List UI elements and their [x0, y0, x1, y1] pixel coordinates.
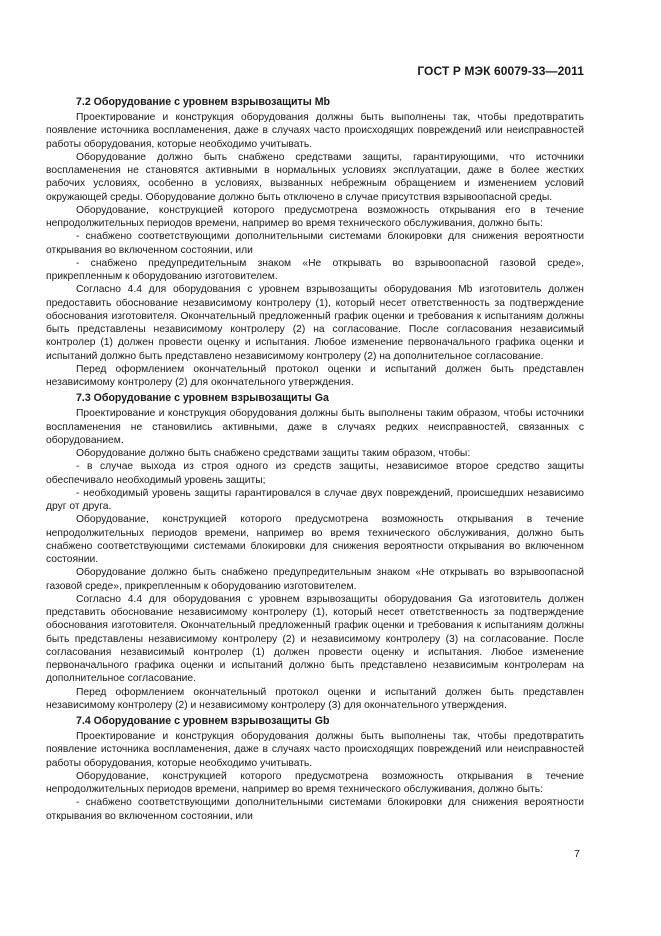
page-body	[46, 93, 584, 823]
document-standard-code: ГОСТ Р МЭК 60079-33—2011	[417, 64, 584, 78]
paragraph: Оборудование должно быть снабжено средствами защиты таким образом, чтобы:	[76, 448, 471, 459]
paragraph: Согласно 4.4 для оборудования с уровнем взрывозащиты оборудования Ga изготовитель должен представить обоснование независимому контролеру (1), который несет ответственность за подтверждение обоснования изготовителя. Окончательный предложенный график оценки и требования к испытаниям должны быть представлены независимому контролеру (2) и независимому контролеру (3) на согласование. После согласования независимый контролер (1) должен провести оценку и испытания. Любое изменение первоначального графика оценки и испытаний должно быть представлено независимым контролерам на дополнительное согласование.	[46, 593, 584, 685]
paragraph: Проектирование и конструкция оборудования должны быть выполнены так, чтобы предотвратить появление источника воспламенения, даже в случаях часто происходящих повреждений или неисправностей работы оборудования, которые необходимо учитывать.	[46, 731, 584, 769]
section-7-3	[46, 391, 584, 712]
paragraph: Проектирование и конструкция оборудования должны быть выполнены так, чтобы предотвратить появление источника воспламенения, даже в случаях часто происходящих повреждений или неисправностей работы оборудования, которые необходимо учитывать.	[46, 112, 584, 150]
section-7-4	[46, 714, 584, 823]
list-item: - в случае выхода из строя одного из средств защиты, независимое второе средство защиты обеспечивало необходимый уровень защиты;	[46, 461, 584, 486]
page-number: 7	[574, 848, 580, 860]
list-item: - снабжено соответствующими дополнительными системами блокировки для снижения вероятности открывания во включенном состоянии, или	[46, 231, 584, 256]
list-item: - необходимый уровень защиты гарантировался в случае двух повреждений, происшедших независимо друг от друга.	[46, 487, 584, 512]
paragraph: Оборудование, конструкцией которого предусмотрена возможность открывания в течение непродолжительных периодов времени, например во время технического обслуживания, должно быть снабжено соответствующими системами блокировки для снижения вероятности открывания во включенном состоянии.	[46, 514, 584, 565]
section-heading: 7.3 Оборудование с уровнем взрывозащиты Ga	[76, 392, 329, 405]
paragraph: Перед оформлением окончательный протокол оценки и испытаний должен быть представлен независимому контролеру (2) для окончательного утверждения.	[46, 363, 584, 388]
paragraph: Оборудование должно быть снабжено средствами защиты, гарантирующими, что источники воспламенения не становятся активными в нормальных условиях эксплуатации, даже в более жестких рабочих условиях, особенно в условиях, вызванных небрежным обращением и изменением условий окружающей среды. Оборудование должно быть отключено в случае присутствия взрывоопасной среды.	[46, 151, 584, 203]
section-heading: 7.4 Оборудование с уровнем взрывозащиты Gb	[76, 715, 330, 727]
section-heading: 7.2 Оборудование с уровнем взрывозащиты Mb	[76, 96, 331, 108]
paragraph: Перед оформлением окончательный протокол оценки и испытаний должен быть представлен независимому контролеру (2) и независимому контролеру (3) для окончательного утверждения.	[46, 686, 584, 711]
paragraph: Оборудование, конструкцией которого предусмотрена возможность открывания его в течение непродолжительных периодов времени, например во время технического обслуживания, должно быть:	[46, 204, 584, 229]
paragraph: Проектирование и конструкция оборудования должны быть выполнены таким образом, чтобы источники воспламенения не становились активными, даже в случаях редких неисправностей, связанных с оборудованием.	[46, 408, 584, 446]
list-item: - снабжено предупредительным знаком «Не открывать во взрывоопасной газовой среде», прикрепленным к оборудованию изготовителем.	[46, 257, 584, 282]
paragraph: Оборудование, конструкцией которого предусмотрена возможность открывания в течение непродолжительных периодов времени, например во время технического обслуживания, должно быть:	[46, 770, 584, 795]
paragraph: Оборудование должно быть снабжено предупредительным знаком «Не открывать во взрывоопасной газовой среде», прикрепленным к оборудованию изготовителем.	[46, 567, 584, 592]
list-item: - снабжено соответствующими дополнительными системами блокировки для снижения вероятности открывания во включенном состоянии, или	[46, 797, 584, 822]
section-7-2	[46, 95, 584, 389]
paragraph: Согласно 4.4 для оборудования с уровнем взрывозащиты оборудования Mb изготовитель должен предоставить обоснование независимому контролеру (1), который несет ответственность за подтверждение обоснования изготовителя. Окончательный предложенный график оценки и требования к испытаниям должны быть представлены независимому контролеру (2) на согласование. После согласования независимый контролер (1) должен провести оценку и испытания. Любое изменение первоначального графика оценки и испытаний должно быть представлено независимому контролеру (2) на дополнительное согласование.	[46, 284, 584, 362]
